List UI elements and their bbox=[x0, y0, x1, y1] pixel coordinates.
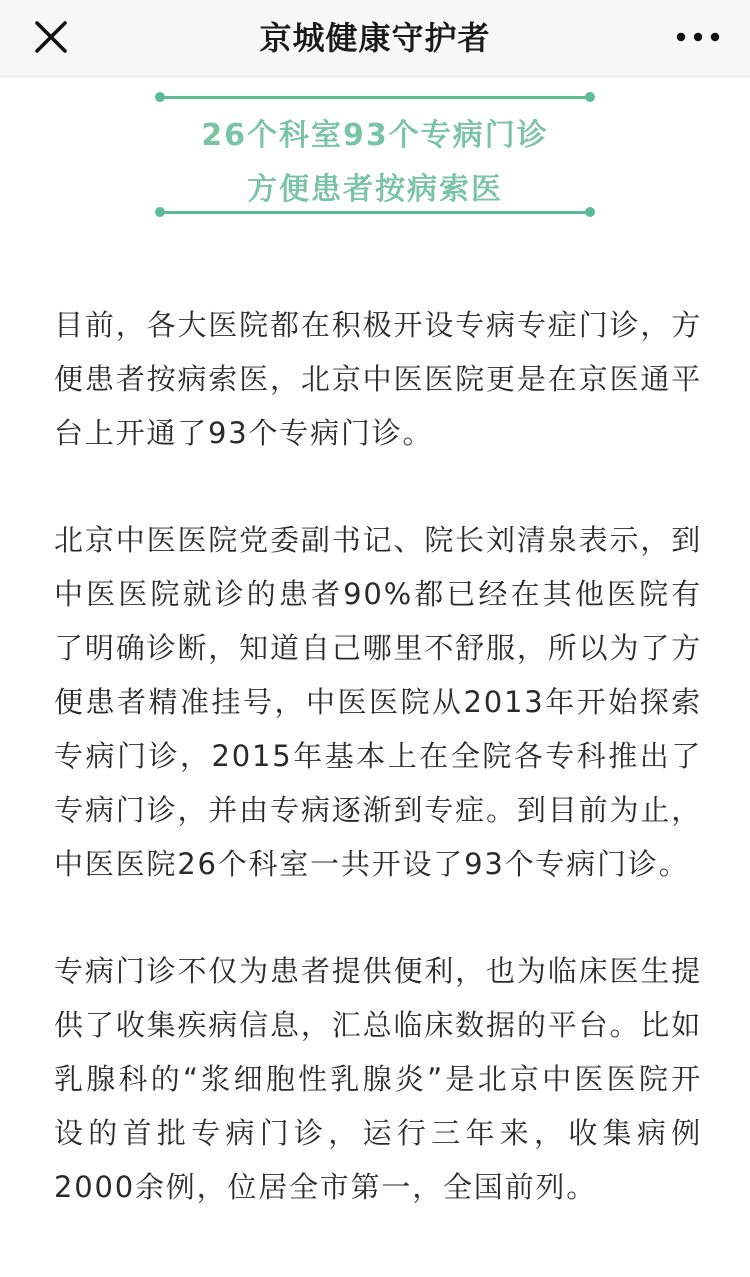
headline-top-rule bbox=[160, 96, 590, 99]
page-title: 京城健康守护者 bbox=[259, 19, 491, 57]
headline-line-1: 26个科室93个专病门诊 bbox=[201, 118, 549, 153]
article-paragraph: 专病门诊不仅为患者提供便利，也为临床医生提供了收集疾病信息，汇总临床数据的平台。比如乳腺科的“浆细胞性乳腺炎”是北京中医医院开设的首批专病门诊，运行三年来，收集病例2000余例，位居全市第一，全国前列。 bbox=[54, 954, 702, 1204]
decorative-dot-icon bbox=[585, 207, 595, 217]
article-paragraph: 北京中医医院党委副书记、院长刘清泉表示，到中医医院就诊的患者90%都已经在其他医院有了明确诊断，知道自己哪里不舒服，所以为了方便患者精准挂号，中医医院从2013年开始探索专病门诊，2015年基本上在全院各专科推出了专病门诊，并由专病逐渐到专症。到目前为止，中医医院26个科室一共开设了93个专病门诊。 bbox=[54, 523, 702, 881]
headline-line-2: 方便患者按病索医 bbox=[247, 172, 503, 207]
more-dots-icon bbox=[676, 32, 720, 42]
article-headline-box bbox=[150, 84, 600, 222]
headline-bottom-rule bbox=[160, 211, 590, 214]
top-nav-bar bbox=[0, 0, 750, 77]
decorative-dot-icon bbox=[585, 92, 595, 102]
article-paragraph: 目前，各大医院都在积极开设专病专症门诊，方便患者按病索医，北京中医医院更是在京医通平台上开通了93个专病门诊。 bbox=[54, 308, 702, 450]
article-body bbox=[54, 298, 702, 1267]
more-options-button[interactable] bbox=[668, 14, 728, 60]
